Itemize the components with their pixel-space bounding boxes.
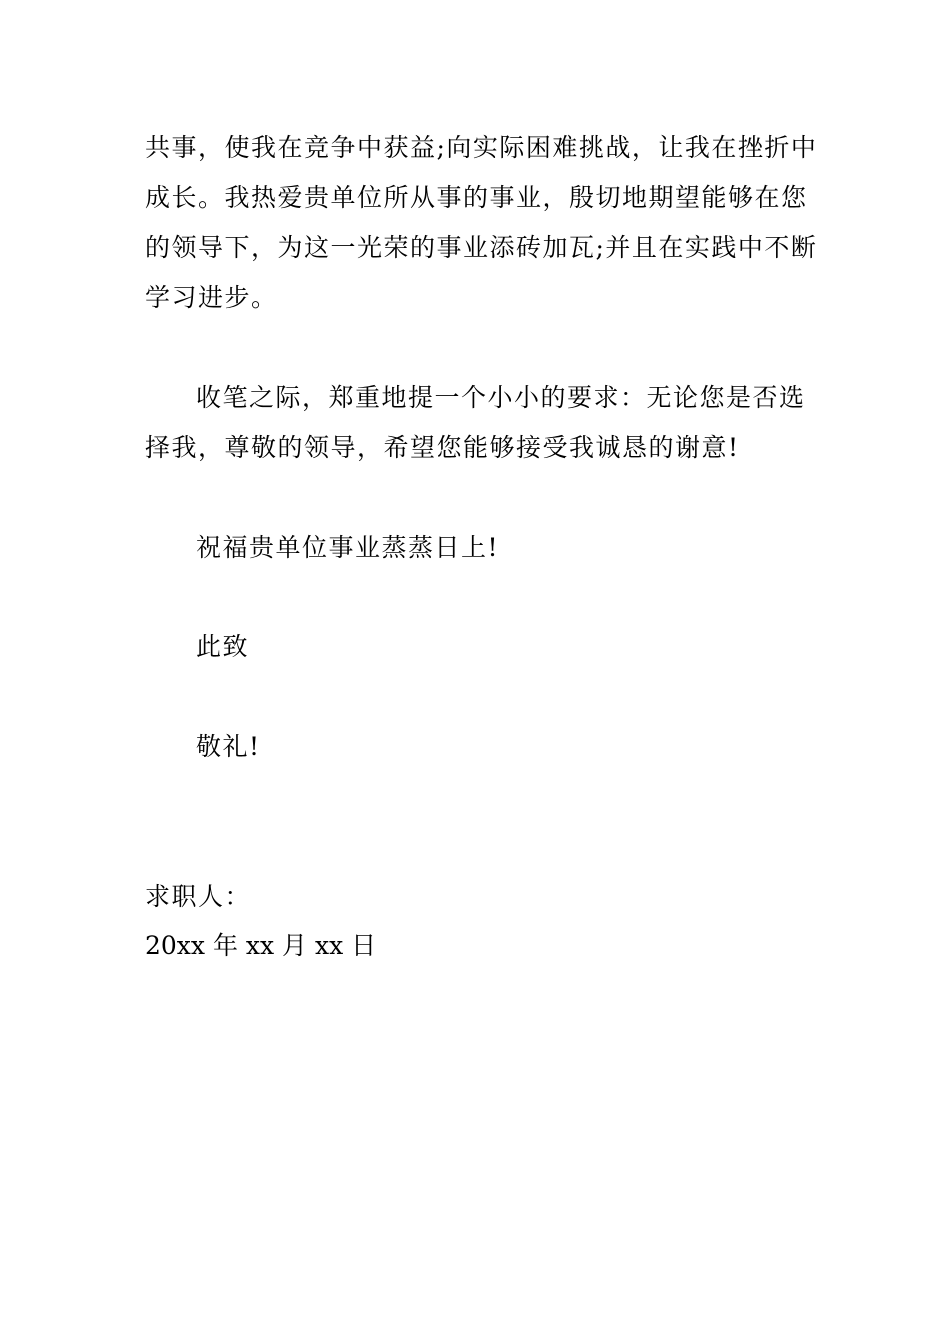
paragraph-2-line-2: 择我，尊敬的领导，希望您能够接受我诚恳的谢意! bbox=[145, 433, 740, 462]
blessing-line: 祝福贵单位事业蒸蒸日上! bbox=[196, 533, 500, 562]
paragraph-2-line-1: 收笔之际，郑重地提一个小小的要求：无论您是否选 bbox=[196, 383, 806, 412]
paragraph-1-line-4: 学习进步。 bbox=[145, 283, 278, 312]
paragraph-1-line-2: 成长。我热爱贵单位所从事的事业，殷切地期望能够在您 bbox=[145, 183, 808, 212]
closing-line-2: 敬礼! bbox=[196, 732, 261, 761]
paragraph-1-line-1: 共事，使我在竞争中获益;向实际困难挑战，让我在挫折中 bbox=[145, 133, 818, 162]
date-line: 20xx 年 xx 月 xx 日 bbox=[145, 931, 377, 960]
paragraph-1-line-3: 的领导下，为这一光荣的事业添砖加瓦;并且在实践中不断 bbox=[145, 233, 818, 262]
signature-label: 求职人： bbox=[145, 882, 252, 911]
closing-line-1: 此致 bbox=[196, 632, 250, 661]
